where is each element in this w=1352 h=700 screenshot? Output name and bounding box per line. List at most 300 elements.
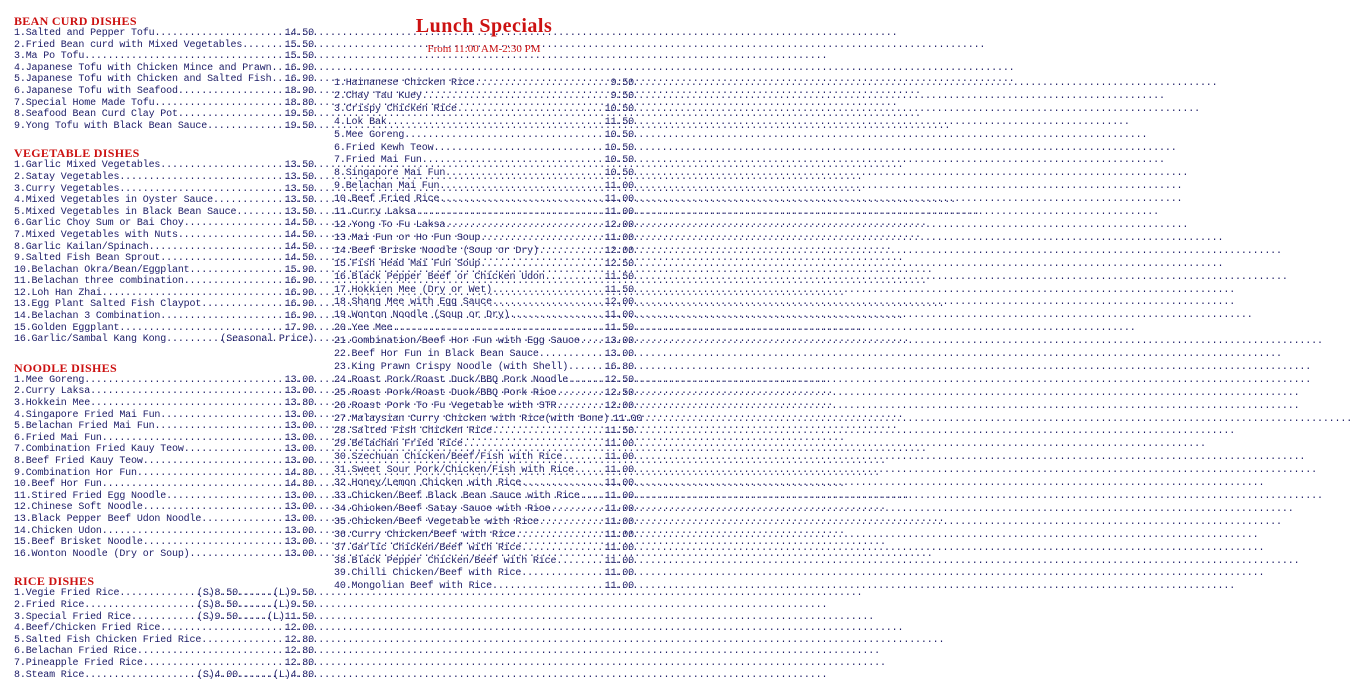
dot-leader: [119, 172, 284, 184]
menu-item: [334, 130, 634, 143]
menu-item-price: 12.80: [284, 646, 314, 658]
menu-item-name: 2.Fried Rice: [14, 599, 85, 611]
menu-item-name: 11.Stired Fried Egg Noodle: [14, 490, 167, 502]
dot-leader: [90, 398, 285, 410]
menu-item-price: 13.00: [284, 409, 314, 421]
menu-item: [334, 194, 634, 207]
menu-item-name: 17.Hokkien Mee (Dry or Wet): [334, 284, 492, 296]
dot-leader: [539, 349, 605, 362]
dot-leader: [102, 433, 285, 445]
menu-item: [14, 160, 314, 172]
menu-item-price: 16.90: [284, 74, 314, 86]
menu-item: [14, 74, 314, 86]
menu-item-price: 11.00: [604, 207, 634, 219]
menu-item-price: 19.50: [284, 120, 314, 132]
menu-item-name: 3.Ma Po Tofu: [14, 51, 85, 63]
lunch-title: Lunch Specials: [415, 15, 553, 37]
menu-item: [334, 117, 634, 130]
vegetable-section: [14, 146, 314, 346]
menu-item-name: 16.Wonton Noodle (Dry or Soup): [14, 548, 190, 560]
menu-item: [14, 398, 314, 410]
dot-leader: [445, 168, 605, 181]
dot-leader: [474, 78, 610, 91]
menu-item-name: 15.Beef Brisket Noodle: [14, 537, 143, 549]
menu-item: [334, 465, 634, 478]
menu-item-name: 2.Fried Bean curd with Mixed Vegetables: [14, 39, 243, 51]
menu-item: [14, 230, 314, 242]
dot-leader: [387, 117, 605, 130]
menu-item: [334, 143, 634, 156]
dot-leader: [574, 465, 605, 478]
menu-item: [334, 91, 634, 104]
menu-item-price: 13.00: [284, 490, 314, 502]
dot-leader: [102, 526, 285, 538]
dot-leader: [562, 452, 605, 465]
rice-list: [14, 588, 314, 681]
menu-item: [14, 299, 314, 311]
menu-item-price: 9.50: [610, 90, 634, 102]
dot-leader: [84, 600, 197, 612]
menu-item-price: 11.00: [604, 478, 634, 490]
menu-item-name: 1.Salted and Pepper Tofu: [14, 28, 155, 39]
menu-item-price: 10.50: [604, 155, 634, 167]
menu-item-price: 10.50: [604, 142, 634, 154]
menu-item-name: 6.Fried Mai Fun: [14, 432, 102, 444]
menu-item-price: 13.50: [284, 183, 314, 195]
dot-leader: [84, 670, 197, 682]
dot-leader: [236, 207, 284, 219]
menu-item-price: 12.80: [284, 657, 314, 669]
menu-item-price: 11.00: [613, 413, 643, 425]
menu-item: [14, 421, 314, 433]
dot-leader: [184, 276, 285, 288]
menu-item-name: 39.Chilli Chicken/Beef with Rice: [334, 568, 522, 580]
menu-item-price: 13.00: [284, 432, 314, 444]
menu-item-name: 16.Black Pepper Beef or Chicken Udon: [334, 271, 545, 283]
noodle-list: [14, 375, 314, 561]
menu-item-name: 13.Egg Plant Salted Fish Claypot: [14, 299, 202, 311]
menu-item: [334, 259, 634, 272]
menu-item-price: 18.80: [284, 97, 314, 109]
menu-item-name: 2.Curry Laksa: [14, 386, 91, 398]
menu-item-price: 13.00: [604, 336, 634, 348]
dot-leader: [201, 514, 285, 526]
menu-item: [14, 109, 314, 121]
menu-item-price: 11.00: [604, 194, 634, 206]
menu-item-price: 12.00: [604, 297, 634, 309]
menu-item-name: 3.Curry Vegetables: [14, 183, 120, 195]
menu-item-name: 7.Fried Mai Fun: [334, 155, 422, 167]
dot-leader: [521, 478, 605, 491]
menu-item-name: 15.Fish Head Mai Fun Soup: [334, 258, 481, 270]
dot-leader: [580, 336, 605, 349]
menu-item: [14, 635, 314, 647]
rice-section: [14, 574, 314, 681]
menu-item: [14, 311, 314, 323]
menu-item-name: 1.Hainanese Chicken Rice: [334, 78, 475, 89]
dot-leader: [457, 104, 605, 117]
menu-item-price: 11.00: [604, 581, 634, 593]
menu-item-price: 12.50: [604, 374, 634, 386]
menu-item-price: 11.00: [604, 310, 634, 322]
menu-item-price: 14.50: [284, 28, 314, 39]
menu-item-name: 29.Belachan Fried Rice: [334, 439, 463, 451]
menu-item-name: 25.Roast Pork/Roast Duck/BBQ Pork Rice: [334, 387, 557, 399]
menu-item-name: 27.Malaysian Curry Chicken with Rice(with Bone): [334, 413, 609, 425]
menu-item-price: 19.50: [284, 109, 314, 121]
menu-item-price: 14.50: [284, 253, 314, 265]
menu-item-price: 13.00: [284, 444, 314, 456]
dot-leader: [445, 220, 605, 233]
menu-item-name: 7.Special Home Made Tofu: [14, 97, 155, 109]
menu-item-name: 3.Hokkein Mee: [14, 398, 91, 410]
menu-item-price: 11.00: [604, 465, 634, 477]
bean-curd-list: [14, 28, 314, 132]
menu-item-price: 11.00: [604, 529, 634, 541]
menu-item-price: 16.90: [284, 311, 314, 323]
menu-item: [14, 121, 314, 133]
menu-item-price: 13.00: [284, 456, 314, 467]
menu-item: [14, 670, 314, 682]
vegetable-list: [14, 160, 314, 346]
menu-item: [334, 310, 634, 323]
menu-item-name: 4.Beef/Chicken Fried Rice: [14, 623, 161, 635]
menu-item-name: 6.Belachan Fried Rice: [14, 646, 137, 658]
menu-item-name: 11.Belachan three combination: [14, 276, 184, 288]
menu-item-name: 36.Curry Chicken/Beef with Rice: [334, 529, 516, 541]
menu-item-name: 33.Chicken/Beef Black Bean Sauce with Rice: [334, 491, 580, 502]
dot-leader: [143, 658, 285, 670]
menu-item: [14, 334, 314, 346]
menu-item-name: 10.Beef Hor Fun: [14, 479, 102, 491]
menu-item: [14, 456, 314, 468]
dot-leader: [160, 253, 284, 265]
menu-item: [14, 253, 314, 265]
menu-item-name: 40.Mongolian Beef with Rice: [334, 581, 492, 593]
menu-item-price: 12.80: [284, 634, 314, 646]
dot-leader: [556, 388, 604, 401]
menu-item-name: 14.Chicken Udon: [14, 525, 102, 537]
menu-item-name: 6.Japanese Tofu with Seafood: [14, 85, 178, 97]
menu-item-price: 18.90: [284, 85, 314, 97]
menu-item: [14, 98, 314, 110]
menu-item-name: 9.Yong Tofu with Black Bean Sauce: [14, 120, 208, 132]
lunch-hours: From 11:00 AM-2:30 PM: [427, 43, 541, 55]
menu-item: [334, 581, 634, 594]
menu-item-price: 10.50: [604, 168, 634, 180]
menu-item-price: 12.00: [604, 219, 634, 231]
menu-item: [334, 246, 634, 259]
menu-item-price: (Seasonal Price): [220, 334, 314, 346]
menu-item-name: 8.Beef Fried Kauy Teow: [14, 456, 143, 467]
dot-leader: [160, 311, 284, 323]
menu-item-price: 13.00: [284, 502, 314, 514]
menu-item: [334, 413, 643, 427]
menu-item-price: 13.00: [284, 374, 314, 386]
menu-item-price: (S)8.50......(L)9.50: [196, 599, 314, 611]
dot-leader: [190, 265, 285, 277]
menu-item: [334, 388, 634, 401]
menu-item-name: 32.Honey/Lemon Chicken with Rice: [334, 478, 522, 490]
menu-item-name: 1.Vegie Fried Rice: [14, 588, 120, 600]
menu-item: [334, 478, 634, 491]
dot-leader: [492, 297, 605, 310]
menu-item: [334, 530, 634, 543]
menu-item: [14, 410, 314, 422]
menu-item: [334, 285, 634, 298]
menu-item: [334, 375, 634, 388]
menu-item: [14, 184, 314, 196]
menu-item-price: 11.00: [604, 452, 634, 464]
dot-leader: [119, 588, 197, 600]
dot-leader: [160, 410, 284, 422]
bean-curd-title: BEAN CURD DISHES: [14, 14, 137, 28]
dot-leader: [90, 386, 285, 398]
menu-item-price: 16.80: [604, 361, 634, 373]
menu-item-price: 13.00: [284, 421, 314, 433]
dot-leader: [271, 63, 284, 75]
dot-leader: [439, 181, 604, 194]
menu-item-price: 11.50: [604, 323, 634, 335]
menu-item-name: 35.Chicken/Beef Vegetable with Rice: [334, 516, 539, 528]
rice-title: RICE DISHES: [14, 574, 95, 589]
dot-leader: [521, 568, 605, 581]
menu-item-name: 18.Shang Mee with Egg Sauce: [334, 297, 492, 309]
menu-item: [14, 242, 314, 254]
dot-leader: [271, 74, 284, 86]
menu-item-name: 13.Black Pepper Beef Udon Noodle: [14, 513, 202, 525]
dot-leader: [143, 502, 285, 514]
menu-item: [14, 288, 314, 300]
dot-leader: [137, 646, 285, 658]
menu-item-price: 14.50: [284, 241, 314, 253]
dot-leader: [154, 421, 284, 433]
menu-item-name: 8.Steam Rice: [14, 669, 85, 681]
menu-item-name: 16.Garlic/Sambal Kang Kong: [14, 334, 167, 346]
lunch-list: [334, 78, 643, 594]
menu-item-price: 12.50: [604, 258, 634, 270]
menu-item: [14, 479, 314, 491]
menu-item-price: 13.00: [284, 548, 314, 560]
noodle-section: [14, 361, 314, 561]
dot-leader: [160, 623, 284, 635]
dot-leader: [137, 468, 285, 480]
dot-leader: [119, 184, 284, 196]
menu-item-price: 14.80: [284, 479, 314, 491]
menu-item: [14, 207, 314, 219]
menu-item: [334, 426, 634, 439]
menu-item: [334, 439, 634, 452]
dot-leader: [422, 91, 611, 104]
menu-item: [14, 514, 314, 526]
menu-item-name: 12.Yong To Fu Laksa: [334, 219, 446, 231]
menu-item-price: 9.50: [610, 78, 634, 89]
menu-item-name: 30.Szechuan Chicken/Beef/Fish with Rice: [334, 452, 563, 464]
menu-item-name: 13.Mai Fun or Ho Fun Soup: [334, 232, 481, 244]
menu-item-price: 10.50: [604, 129, 634, 141]
menu-item-name: 38.Black Pepper Chicken/Beef with Rice: [334, 555, 557, 567]
menu-item-name: 8.Singapore Mai Fun: [334, 168, 446, 180]
menu-item-name: 10.Beef Fried Rice: [334, 194, 440, 206]
menu-item-price: 16.90: [284, 287, 314, 299]
menu-item: [334, 401, 634, 414]
dot-leader: [439, 194, 604, 207]
dot-leader: [207, 121, 285, 133]
menu-item-name: 4.Lok Bak: [334, 116, 387, 128]
menu-item-price: (S)4.00......(L)4.80: [196, 669, 314, 681]
menu-item-name: 14.Beef Briske Noodle (Soup or Dry): [334, 245, 539, 257]
menu-item-price: 11.50: [604, 426, 634, 438]
menu-item-name: 4.Japanese Tofu with Chicken Mince and Prawn: [14, 62, 272, 74]
menu-item: [334, 297, 634, 310]
menu-item-name: 7.Pineapple Fried Rice: [14, 657, 143, 669]
dot-leader: [160, 160, 284, 172]
menu-item-price: 15.50: [284, 51, 314, 63]
menu-item-price: 13.00: [284, 386, 314, 398]
menu-item-price: 12.50: [604, 387, 634, 399]
menu-item: [14, 623, 314, 635]
menu-item-price: 13.80: [284, 398, 314, 410]
dot-leader: [480, 233, 604, 246]
menu-item: [14, 172, 314, 184]
dot-leader: [84, 51, 285, 63]
menu-item-price: 13.00: [284, 525, 314, 537]
menu-item-name: 10.Belachan Okra/Bean/Eggplant: [14, 264, 190, 276]
dot-leader: [422, 155, 605, 168]
menu-item-name: 8.Seafood Bean Curd Clay Pot: [14, 109, 178, 121]
menu-item: [14, 502, 314, 514]
menu-item-name: 37.Garlic Chicken/Beef with Rice: [334, 542, 522, 554]
menu-item-price: 17.90: [284, 322, 314, 334]
menu-item: [334, 78, 634, 91]
menu-item: [334, 168, 634, 181]
dot-leader: [492, 426, 605, 439]
menu-item: [334, 181, 634, 194]
menu-item-name: 7.Mixed Vegetables with Nuts: [14, 229, 178, 241]
menu-item: [14, 526, 314, 538]
menu-item-name: 9.Salted Fish Bean Sprout: [14, 253, 161, 265]
dot-leader: [131, 612, 197, 624]
dot-leader: [463, 439, 605, 452]
dot-leader: [580, 491, 605, 504]
dot-leader: [480, 259, 604, 272]
menu-item-price: 12.00: [604, 400, 634, 412]
menu-item-name: 26.Roast Pork To Fu Vegetable with STR: [334, 400, 557, 412]
menu-item: [14, 28, 314, 40]
menu-item: [334, 220, 634, 233]
dot-leader: [393, 323, 605, 336]
dot-leader: [119, 323, 284, 335]
menu-item-price: 14.80: [284, 467, 314, 479]
menu-item: [14, 323, 314, 335]
dot-leader: [178, 230, 285, 242]
dot-leader: [143, 537, 285, 549]
dot-leader: [492, 581, 605, 594]
menu-item: [14, 588, 314, 600]
menu-item: [334, 517, 634, 530]
dot-leader: [242, 40, 285, 52]
menu-item-price: 11.50: [604, 116, 634, 128]
menu-item-name: 31.Sweet Sour Pork/Chicken/Fish with Rice: [334, 465, 574, 477]
menu-item-name: 4.Mixed Vegetables in Oyster Sauce: [14, 195, 213, 207]
menu-item-name: 5.Mixed Vegetables in Black Bean Sauce: [14, 206, 237, 218]
dot-leader: [416, 207, 605, 220]
menu-item: [14, 218, 314, 230]
dot-leader: [102, 288, 285, 300]
menu-item-price: 13.50: [284, 171, 314, 183]
menu-item-name: 20.Yee Mee: [334, 323, 393, 335]
menu-item-name: 12.Loh Han Zhai: [14, 287, 102, 299]
menu-item: [334, 349, 634, 362]
menu-item-name: 5.Belachan Fried Mai Fun: [14, 421, 155, 433]
menu-item-price: 13.50: [284, 195, 314, 207]
vegetable-title: VEGETABLE DISHES: [14, 146, 140, 161]
menu-item: [334, 104, 634, 117]
menu-item-price: 13.50: [284, 206, 314, 218]
menu-item-name: 3.Special Fried Rice: [14, 611, 132, 623]
menu-item: [14, 40, 314, 52]
menu-item-price: 12.00: [604, 245, 634, 257]
menu-item: [14, 86, 314, 98]
menu-item-price: 11.00: [604, 542, 634, 554]
menu-item-name: 9.Combination Hor Fun: [14, 467, 137, 479]
menu-item-name: 21.Combination/Beef Hor Fun with Egg Sauce: [334, 336, 580, 348]
menu-item-price: 11.00: [604, 516, 634, 528]
menu-item-price: 14.50: [284, 229, 314, 241]
dot-leader: [102, 479, 285, 491]
menu-item: [14, 549, 314, 561]
menu-item-price: 14.50: [284, 218, 314, 230]
dot-leader: [568, 375, 605, 388]
dot-leader: [84, 375, 285, 387]
dot-leader: [539, 246, 605, 259]
menu-item: [14, 63, 314, 75]
menu-item-name: 24.Roast Pork/Roast Duck/BBQ Pork Noodle: [334, 374, 569, 386]
dot-leader: [568, 362, 605, 375]
menu-item: [334, 336, 634, 349]
menu-item-name: 19.Wonton Noodle (Soup or Dry): [334, 310, 510, 322]
menu-item-price: 10.50: [604, 103, 634, 115]
menu-item: [14, 276, 314, 288]
menu-item-name: 28.Salted Fish Chicken Rice: [334, 426, 492, 438]
menu-item: [14, 600, 314, 612]
menu-item: [334, 543, 634, 556]
dot-leader: [515, 530, 604, 543]
menu-item: [14, 468, 314, 480]
dot-leader: [551, 504, 605, 517]
menu-item: [14, 612, 314, 624]
menu-item-name: 9.Belachan Mai Fun: [334, 181, 440, 193]
menu-item: [14, 646, 314, 658]
menu-item: [14, 433, 314, 445]
dot-leader: [190, 549, 285, 561]
menu-item-price: 13.50: [284, 160, 314, 172]
menu-item-price: 11.50: [604, 284, 634, 296]
menu-item: [334, 272, 634, 285]
menu-item-price: 12.00: [284, 623, 314, 635]
menu-item-price: 13.00: [284, 537, 314, 549]
noodle-title: NOODLE DISHES: [14, 360, 117, 375]
menu-item-price: 16.90: [284, 276, 314, 288]
dot-leader: [213, 195, 285, 207]
menu-item-name: 2.Chay Tau Kuey: [334, 90, 422, 102]
menu-item-price: (S)9.50.....(L)11.50: [196, 611, 314, 623]
dot-leader: [556, 401, 604, 414]
menu-item-price: 15.90: [284, 264, 314, 276]
menu-item-name: 11.Curry Laksa: [334, 207, 416, 219]
menu-item-name: 34.Chicken/Beef Satay Sauce with Rice: [334, 503, 551, 515]
menu-item-price: 11.00: [604, 503, 634, 515]
